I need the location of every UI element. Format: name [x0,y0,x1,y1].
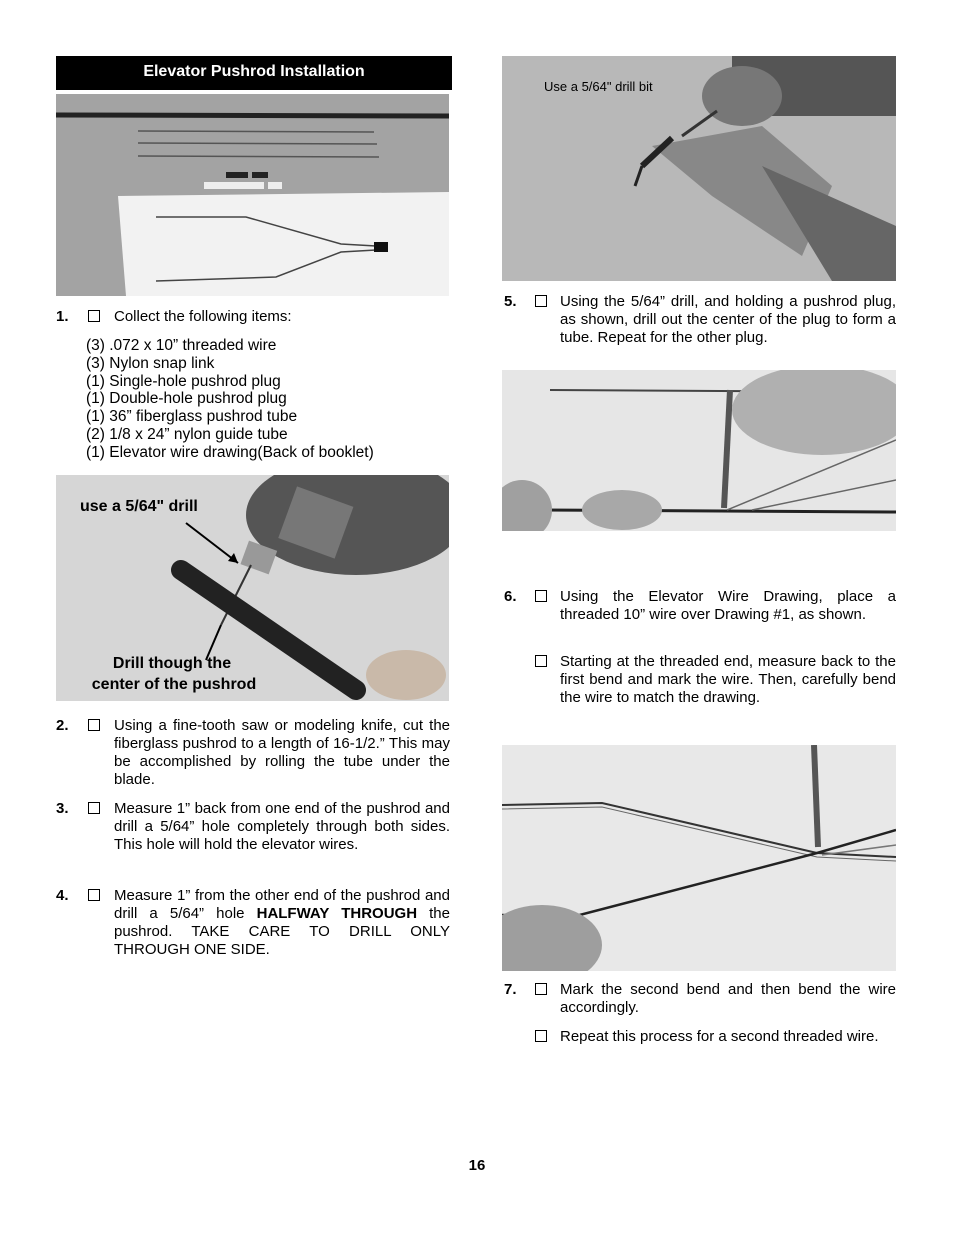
list-item: (1) Double-hole pushrod plug [86,390,287,408]
step-checkbox[interactable] [535,983,547,995]
step-number: 2. [56,717,69,734]
step-text: Measure 1” back from one end of the pushrod and drill a 5/64” hole completely through both sides. This hole will hold the elevator wires. [114,800,450,853]
step-text: Using a fine-tooth saw or modeling knife, cut the fiberglass pushrod to a length of 16-1/2.” This may be accomplished by rolling the tube under the blade. [114,717,450,788]
step-text: Measure 1” from the other end of the pushrod and drill a 5/64” hole HALFWAY THROUGH the pushrod. TAKE CARE TO DRILL ONLY THROUGH ONE SIDE. [114,887,450,958]
step-checkbox[interactable] [535,295,547,307]
parts-list [86,337,374,462]
list-item: (3) Nylon snap link [86,354,215,372]
photo-label: center of the pushrod [91,676,257,693]
list-item: (2) 1/8 x 24” nylon guide tube [86,425,288,443]
step-text: Starting at the threaded end, measure back to the first bend and mark the wire. Then, carefully bend the wire to match the drawing. [560,653,896,706]
step-number: 4. [56,887,69,904]
section-title: Elevator Pushrod Installation [56,56,452,90]
step-checkbox[interactable] [535,655,547,667]
step-text: Repeat this process for a second threaded wire. [560,1028,879,1045]
list-item: (1) 36” fiberglass pushrod tube [86,408,298,426]
step-number: 3. [56,800,69,817]
parts-photo [56,94,449,296]
step-text: Collect the following items: [114,308,292,325]
list-item: (1) Single-hole pushrod plug [86,372,281,390]
list-item: (1) Elevator wire drawing(Back of booklet) [86,443,374,461]
step-checkbox[interactable] [535,590,547,602]
drill-pushrod-photo [56,475,449,701]
photo-label: Drill though the [112,655,232,672]
step-number: 6. [504,588,517,605]
list-item: (3) .072 x 10” threaded wire [86,337,277,354]
step-number: 1. [56,308,69,325]
step-checkbox[interactable] [88,310,100,322]
step-number: 5. [504,293,517,310]
step-number: 7. [504,981,517,998]
step-checkbox[interactable] [535,1030,547,1042]
page-number: 16 [468,1157,486,1174]
photo-label: use a 5/64" drill [80,498,198,515]
photo-label: Use a 5/64" drill bit [544,79,653,94]
step-checkbox[interactable] [88,802,100,814]
step-text: Using the Elevator Wire Drawing, place a threaded 10” wire over Drawing #1, as shown. [560,588,896,623]
step-checkbox[interactable] [88,719,100,731]
step-text: Using the 5/64” drill, and holding a pushrod plug, as shown, drill out the center of the plug to form a tube. Repeat for the other plug. [560,293,896,346]
step-text: Mark the second bend and then bend the wire accordingly. [560,981,896,1016]
step-checkbox[interactable] [88,889,100,901]
mark-wire-photo [502,370,896,531]
second-bend-photo [502,745,896,971]
drill-plug-photo [502,56,896,281]
